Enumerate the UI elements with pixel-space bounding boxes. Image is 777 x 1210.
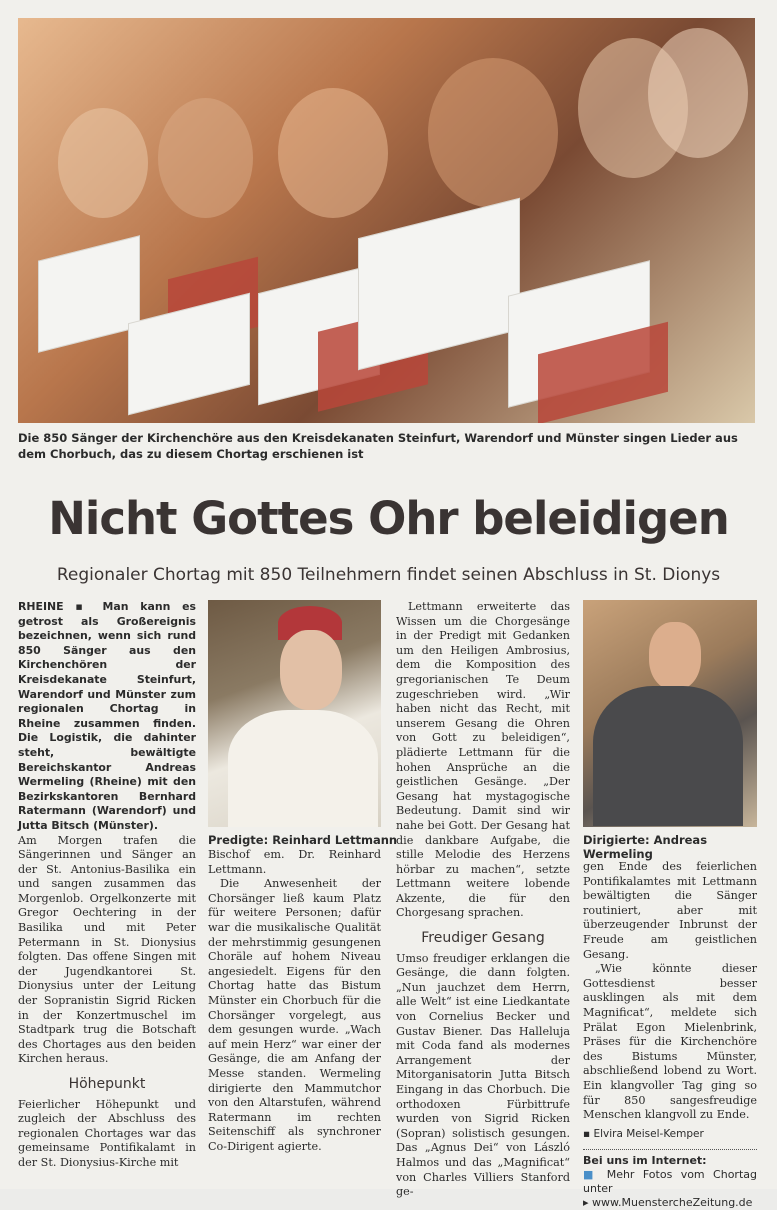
vestment — [228, 710, 378, 827]
body-paragraph: „Wie könnte dieser Gottesdienst besser ausklingen als mit dem Magnificat“, meldete sich Prälat Egon Mielenbrink, Präses für die Kirchenchöre des Bistums Münster, abschließend lobend zu Wort. Ein klangvoller Tag ging so für 850 sangesfreudige Menschen klangvoll zu Ende. — [583, 962, 757, 1122]
body-paragraph: Lettmann erweiterte das Wissen um die Chorgesänge in der Predigt mit Gedanken um den Heiligen Ambrosius, dem die Komposition des gregorianischen Te Deum zugeschrieben wird. „Wir haben nicht das Recht, mit unserem Gesang die Ohren von Gott zu beleidigen“, plädierte Lettmann für die hohen Ansprüche an die geistlichen Gesänge. „Der Gesang hat mystagogische Bedeutung. Damit sind wir nahe bei Gott. Der Gesang hat die dankbare Aufgabe, die stille Melodie des Herzens hörbar zu machen“, setzte Lettmann weitere lobende Akzente, die für den Chorgesang sprachen. — [396, 600, 570, 920]
subheadline: Regionaler Chortag mit 850 Teilnehmern findet seinen Abschluss in St. Dionys — [56, 565, 721, 585]
article-column-4 — [583, 860, 757, 1210]
photo-caption: Predigte: Reinhard Lettmann — [208, 833, 398, 847]
body-paragraph: Am Morgen trafen die Sängerinnen und Sänger an der St. Antonius-Basilika ein und sangen zusammen das Morgenlob. Orgelkonzerte mit Gregor Oechtering in der Basilika und mit Peter Petermann in St. Dionysius folgten. Das offene Singen mit der Jugendkantorei St. Dionysius unter der Leitung der Sopranistin Sigrid Ricken in der Konzertmuschel im Stadtpark trug die Botschaft des Chortages aus den beiden Kirchen heraus. — [18, 833, 196, 1066]
body-paragraph: gen Ende des feierlichen Pontifikalamtes mit Lettmann bewältigten die Sänger routiniert, aber mit überzeugender Inbrunst der Freude am geistlichen Gesang. — [583, 860, 757, 961]
songbook — [38, 235, 140, 352]
face — [649, 622, 701, 690]
article-column-3 — [396, 600, 570, 1200]
conductor-photo — [583, 600, 757, 827]
singer-figure — [278, 88, 388, 218]
web-title: Bei uns im Internet: — [583, 1154, 707, 1168]
article-column-2 — [208, 848, 381, 1154]
jacket — [593, 686, 743, 826]
songbook — [128, 293, 250, 415]
author-name: Elvira Meisel-Kemper — [593, 1127, 704, 1140]
square-bullet-icon: ■ — [583, 1168, 599, 1182]
web-link[interactable]: www.MuenstercheZeitung.de — [592, 1196, 753, 1210]
body-paragraph: Feierlicher Höhepunkt und zugleich der Abschluss des regionalen Chortages war das gemeinsame Pontifikalamt in der St. Dionysius-Kirche mit — [18, 1097, 196, 1169]
body-paragraph: Umso freudiger erklangen die Gesänge, die dann folgten. „Nun jauchzet dem Herrn, alle Welt“ ist eine Liedkantate von Cornelius Becker und Gustav Biener. Das Halleluja mit Coda fand als modernes Arrangement der Mitorganisatorin Jutta Bitsch Eingang in das Chorbuch. Die orthodoxen Fürbittrufe wurden von Sigrid Ricken (Sopran) solistisch gesungen. Das „Agnus Dei“ von László Halmos und das „Magnificat“ von Charles Villiers Stanford ge- — [396, 951, 570, 1199]
photo-caption: Dirigierte: Andreas Wermeling — [583, 833, 708, 861]
choir-photo — [18, 18, 755, 423]
article-column-1 — [18, 600, 196, 1171]
divider — [583, 1149, 757, 1150]
web-line: Mehr Fotos vom Chortag unter — [583, 1168, 757, 1196]
photo-caption: Die 850 Sänger der Kirchenchöre aus den Kreisdekanaten Steinfurt, Warendorf und Münster singen Lieder aus dem Chorbuch, das zu diesem Chortag erschienen ist — [18, 431, 738, 461]
author-byline: ▪ Elvira Meisel-Kemper — [583, 1127, 704, 1140]
songbook — [358, 198, 520, 370]
lead-text: Man kann es getrost als Großereignis bezeichnen, wenn sich rund 850 Sänger aus den Kirchenchören der Kreisdekanate Steinfurt, Warendorf und Münster zum regionalen Chortag in Rheine zusammen finden. Die Logistik, die dahinter steht, bewältigte Bereichskantor Andreas Wermeling (Rheine) mit den Bezirkskantoren Bernhard Ratermann (Warendorf) und Jutta Bitsch (Münster). — [18, 600, 196, 832]
singer-figure — [648, 28, 748, 158]
section-subhead: Freudiger Gesang — [421, 930, 545, 947]
section-subhead: Höhepunkt — [68, 1076, 146, 1092]
headline: Nicht Gottes Ohr beleidigen — [48, 492, 729, 545]
singer-figure — [58, 108, 148, 218]
body-paragraph: Bischof em. Dr. Reinhard Lettmann. — [208, 848, 381, 876]
face — [280, 630, 342, 710]
bishop-photo — [208, 600, 381, 827]
lead-paragraph: RHEINE ▪ Man kann es getrost als Großereignis bezeichnen, wenn sich rund 850 Sänger aus den Kirchenchören der Kreisdekanate Steinfurt, Warendorf und Münster zum regionalen Chortag in Rheine zusammen finden. Die Logistik, die dahinter steht, bewältigte Bereichskantor Andreas Wermeling (Rheine) mit den Bezirkskantoren Bernhard Ratermann (Warendorf) und Jutta Bitsch (Münster). — [18, 600, 196, 832]
dateline: RHEINE — [18, 600, 64, 613]
arrow-icon: ▸ — [583, 1196, 589, 1210]
body-paragraph: Die Anwesenheit der Chorsänger ließ kaum Platz für weitere Personen; dafür war die musikalische Qualität der mehrstimmig gesungenen Choräle auf hohem Niveau angesiedelt. Eigens für den Chortag hatte das Bistum Münster ein Chorbuch für die Chorsänger vorgelegt, aus dem gesungen wurde. „Wach auf mein Herz“ war einer der Gesänge, die am Anfang der Messe standen. Wermeling dirigierte den Mammutchor von den Altarstufen, während Ratermann im rechten Seitenschiff als synchroner Co-Dirigent agierte. — [208, 877, 381, 1153]
singer-figure — [428, 58, 558, 208]
web-box — [583, 1154, 757, 1210]
singer-figure — [158, 98, 253, 218]
